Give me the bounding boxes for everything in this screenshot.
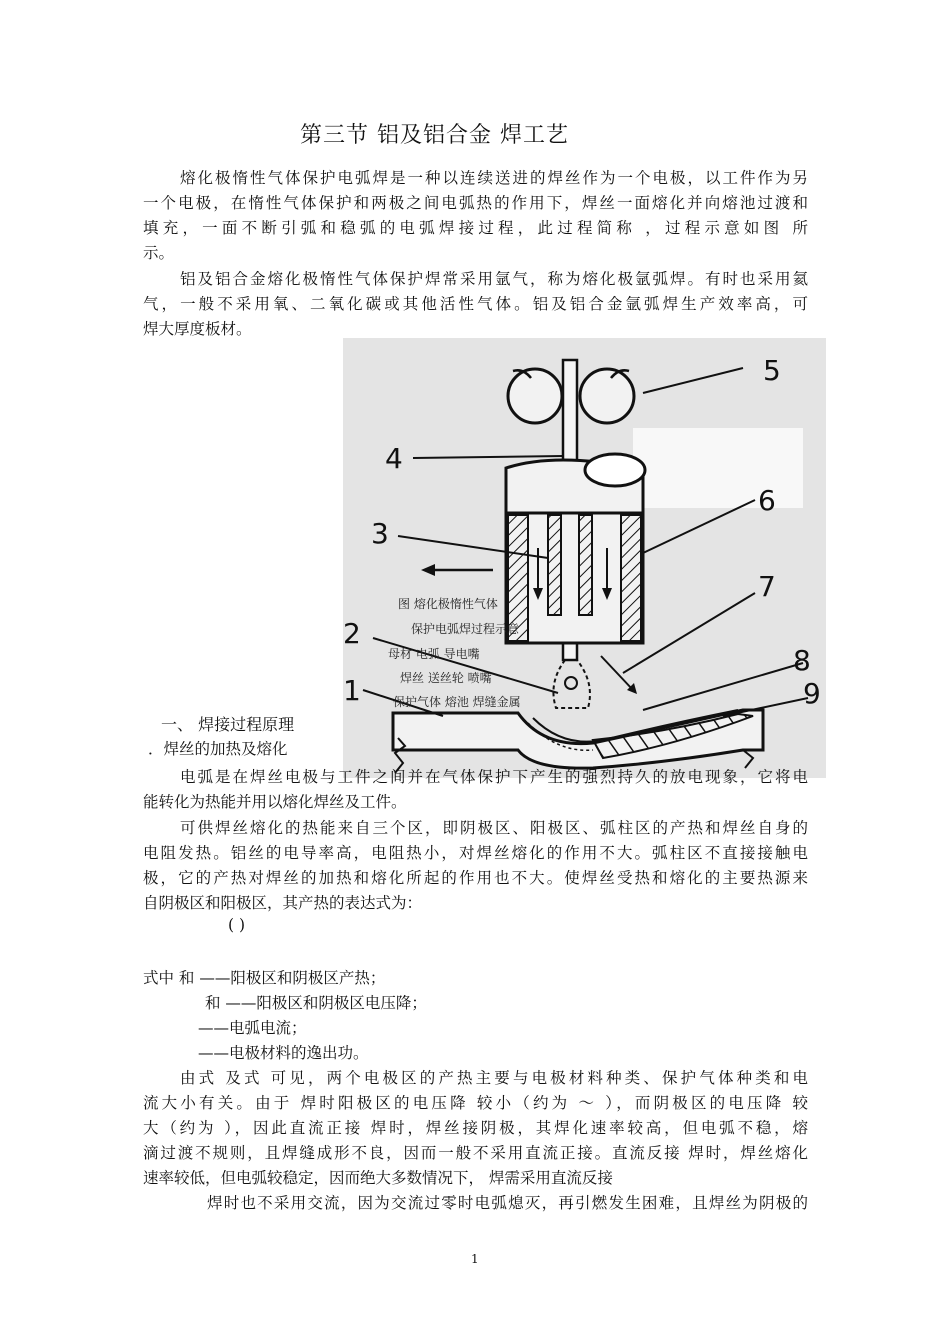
text-line: 可供焊丝熔化的热能来自三个区，即阴极区、阳极区、弧柱区的产热和焊丝自身的 — [180, 819, 808, 837]
text-line: 示。 — [143, 244, 175, 262]
figure-label-1: 1 — [343, 674, 361, 707]
definition-line: 式中 和 ——阳极区和阴极区产热； — [143, 969, 386, 987]
figure-label-3: 3 — [371, 517, 389, 550]
text-line: 气，一般不采用氧、二氧化碳或其他活性气体。铝及铝合金氩弧焊生产效率高，可 — [143, 295, 808, 313]
figure-label-7: 7 — [758, 570, 776, 603]
definition-line: 和 ——阳极区和阴极区电压降； — [205, 994, 427, 1012]
page-number: 1 — [471, 1252, 479, 1266]
text-line: 滴过渡不规则，且焊缝成形不良，因而一般不采用直流正接。直流反接 焊时，焊丝熔化 — [143, 1144, 808, 1162]
text-line: 一个电极，在惰性气体保护和两极之间电弧热的作用下，焊丝一面熔化并向熔池过渡和 — [143, 194, 808, 212]
definition-line: ——电极材料的逸出功。 — [198, 1044, 369, 1062]
formula-number: ( ) — [228, 916, 246, 934]
figure-legend: 保护气体 熔池 焊缝金属 — [393, 695, 521, 709]
text-line: 焊大厚度板材。 — [143, 320, 252, 338]
text-line: 流大小有关。由于 焊时阳极区的电压降 较小（约为 ～ ），而阴极区的电压降 较 — [143, 1094, 808, 1112]
text-line: 极，它的产热对焊丝的加热和熔化所起的作用也不大。使焊丝受热和熔化的主要热源来 — [143, 869, 808, 887]
text-line: 大（约为 ），因此直流正接 焊时，焊丝接阴极，其焊化速率较高，但电弧不稳，熔 — [143, 1119, 808, 1137]
figure-caption: 保护电弧焊过程示意 — [411, 622, 520, 636]
figure-label-9: 9 — [803, 677, 821, 710]
figure-caption: 图 熔化极惰性气体 — [398, 597, 498, 611]
welding-diagram — [343, 338, 826, 778]
figure-legend: 母材 电弧 导电嘴 — [388, 647, 480, 661]
figure-label-8: 8 — [793, 644, 811, 677]
figure-legend: 焊丝 送丝轮 喷嘴 — [400, 671, 492, 685]
section-heading: 一、 焊接过程原理 — [161, 715, 295, 734]
contact-tip — [548, 515, 561, 615]
definition-line: ——电弧电流； — [198, 1019, 307, 1037]
text-line: 电阻发热。铝丝的电导率高，电阻热小，对焊丝熔化的作用不大。弧柱区不直接接触电 — [143, 844, 808, 862]
text-line: 速率较低，但电弧较稳定，因而绝大多数情况下， 焊需采用直流反接 — [143, 1169, 613, 1187]
figure-label-2: 2 — [343, 617, 361, 650]
text-line: 铝及铝合金熔化极惰性气体保护焊常采用氩气，称为熔化极氩弧焊。有时也采用氦 — [180, 270, 808, 288]
text-line: 能转化为热能并用以熔化焊丝及工件。 — [143, 793, 407, 811]
welding-diagram-svg — [343, 338, 826, 778]
figure-label-5: 5 — [763, 354, 781, 387]
figure-label-6: 6 — [758, 484, 776, 517]
page-title: 第三节 铝及铝合金 焊工艺 — [300, 123, 569, 148]
feed-roller-right — [580, 369, 634, 423]
text-line: 电弧是在焊丝电极与工件之间并在气体保护下产生的强烈持久的放电现象，它将电 — [180, 768, 808, 786]
text-line: 由式 及式 可见，两个电极区的产热主要与电极材料种类、保护气体种类和电 — [180, 1069, 808, 1087]
text-line: 填充，一面不断引弧和稳弧的电弧焊接过程，此过程简称 ，过程示意如图 所 — [143, 219, 808, 237]
text-line: 焊时也不采用交流，因为交流过零时电弧熄灭，再引燃发生困难，且焊丝为阴极的 — [207, 1194, 808, 1212]
feed-roller-left — [508, 369, 562, 423]
figure-label-4: 4 — [385, 442, 403, 475]
text-line: 自阴极区和阳极区，其产热的表达式为： — [143, 894, 423, 912]
subsection-heading: ．焊丝的加热及熔化 — [148, 740, 288, 758]
text-line: 熔化极惰性气体保护电弧焊是一种以连续送进的焊丝作为一个电极，以工件作为另 — [180, 169, 808, 187]
